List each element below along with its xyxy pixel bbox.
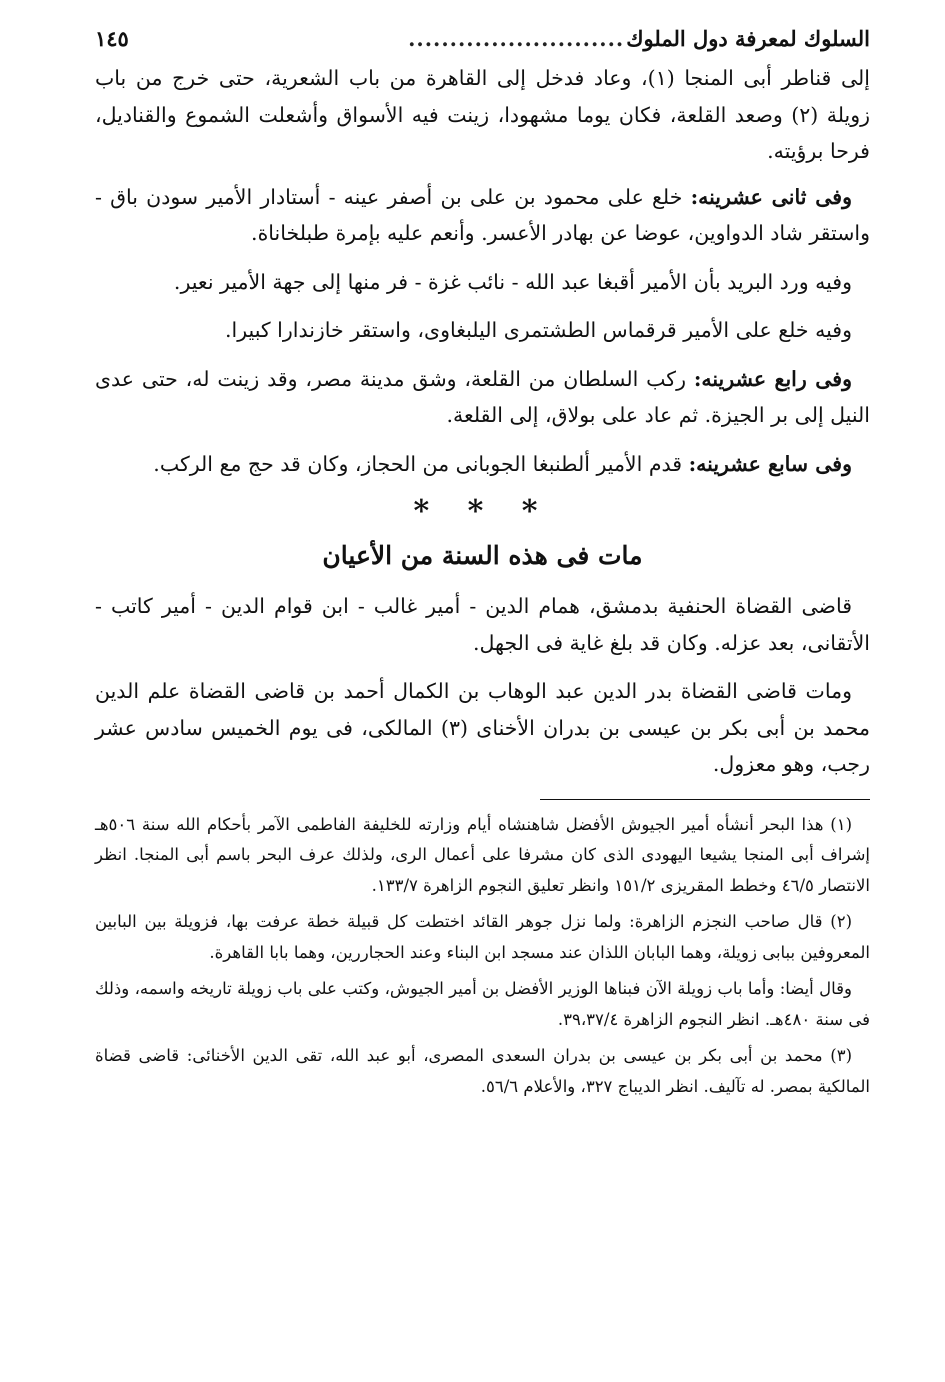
- footnote: (١) هذا البحر أنشأه أمير الجيوش الأفضل شاهنشاه أيام وزارته للخليفة الفاطمى الآمر بأحكام الله سنة ٥٠٦هـ إشراف أبى المنجا يشيعا اليهودى الذى كان مشرفا على أعمال الرى، ولذلك عرف البحر باسم أبى المنجا. انظر الانتصار ٤٦/٥ وخطط المقريزى ١٥١/٢ وانظر تعليق النجوم الزاهرة ١٣٣/٧.: [95, 814, 870, 895]
- paragraph-dated-entry: [95, 446, 870, 483]
- footnote-divider: [540, 799, 870, 800]
- paragraph-text: وفيه خلع على الأمير قرقماس الطشتمرى اليلبغاوى، واستقر خازندارا كبيرا.: [224, 318, 852, 342]
- paragraph-text: خلع على محمود بن على بن أصفر عينه - أستادار الأمير سودن باق - واستقر شاد الدواوين، عوضا عن بهادر الأعسر. وأنعم عليه بإمرة طبلخاناة.: [95, 184, 870, 245]
- footnote: (٢) قال صاحب النجزم الزاهرة: ولما نزل جوهر القائد اختطت كل قبيلة خطة عرفت بها، فزويلة بين البابين المعروفين ببابى زويلة، وهما البابان اللذان عند مسجد ابن البناء وعند الحجاررين، وهما بابا القاهرة.: [95, 912, 870, 962]
- paragraph-dated-entry: [95, 179, 870, 252]
- page-number: ١٤٥: [95, 26, 129, 51]
- paragraph-lead: وفى سابع عشرينه:: [688, 451, 852, 476]
- paragraph-text: قدم الأمير ألطنبغا الجوبانى من الحجاز، وكان قد حج مع الركب.: [153, 451, 689, 476]
- footnote-continuation: وقال أيضا: وأما باب زويلة الآن فبناها الوزير الأفضل بن أمير الجيوش، وكتب على باب زويلة تاريخه واسمه، وذلك فى سنة ٤٨٠هـ. انظر النجوم الزاهرة ٣٩،٣٧/٤.: [95, 979, 870, 1029]
- footnotes: [95, 810, 870, 1103]
- paragraph-lead: وفى رابع عشرينه:: [693, 366, 852, 391]
- section-heading: مات فى هذه السنة من الأعيان: [322, 541, 643, 570]
- paragraph-lead: وفى ثانى عشرينه:: [690, 184, 852, 209]
- paragraph-entry: [95, 312, 870, 349]
- paragraph-text: وفيه ورد البريد بأن الأمير أقبغا عبد الله - نائب غزة - فر منها إلى جهة الأمير نعير.: [173, 269, 852, 294]
- book-title: السلوك لمعرفة دول الملوك: [626, 26, 870, 51]
- header-leader-dots: ..........................: [408, 26, 625, 51]
- main-text: [95, 60, 870, 783]
- obituary-paragraph: ومات قاضى القضاة بدر الدين عبد الوهاب بن الكمال أحمد بن قاضى القضاة علم الدين محمد بن أبى بكر بن عيسى بن بدران الأخناى (٣) المالكى، فى يوم الخميس سادس عشر رجب، وهو معزول.: [95, 679, 870, 776]
- obituary-paragraph: قاضى القضاة الحنفية بدمشق، همام الدين - أمير غالب - ابن قوام الدين - أمير كاتب - الأتقانى، بعد عزله. وكان قد بلغ غاية فى الجهل.: [95, 594, 870, 655]
- paragraph-continued: [95, 60, 870, 170]
- footnote: (٣) محمد بن أبى بكر بن عيسى بن بدران السعدى المصرى، أبو عبد الله، تقى الدين الأخنائى: قاضى قضاة المالكية بمصر. له تآليف. انظر الديباج ٣٢٧، والأعلام ٥٦/٦.: [95, 1046, 870, 1096]
- section-separator-stars: * * *: [413, 494, 552, 529]
- paragraph-text: ركب السلطان من القلعة، وشق مدينة مصر، وقد زينت له، حتى عدى النيل إلى بر الجيزة. ثم عاد على بولاق، إلى القلعة.: [95, 366, 870, 427]
- paragraph-entry: [95, 264, 870, 301]
- paragraph-dated-entry: [95, 361, 870, 434]
- book-page: [95, 18, 870, 1108]
- paragraph-text: إلى قناطر أبى المنجا (١)، وعاد فدخل إلى القاهرة من باب الشعرية، حتى خرج من باب زويلة (٢) وصعد القلعة، فكان يوما مشهودا، زينت فيه الأسواق وأشعلت الشموع والقناديل، فرحا برؤيته.: [95, 66, 870, 163]
- running-header: [95, 18, 870, 60]
